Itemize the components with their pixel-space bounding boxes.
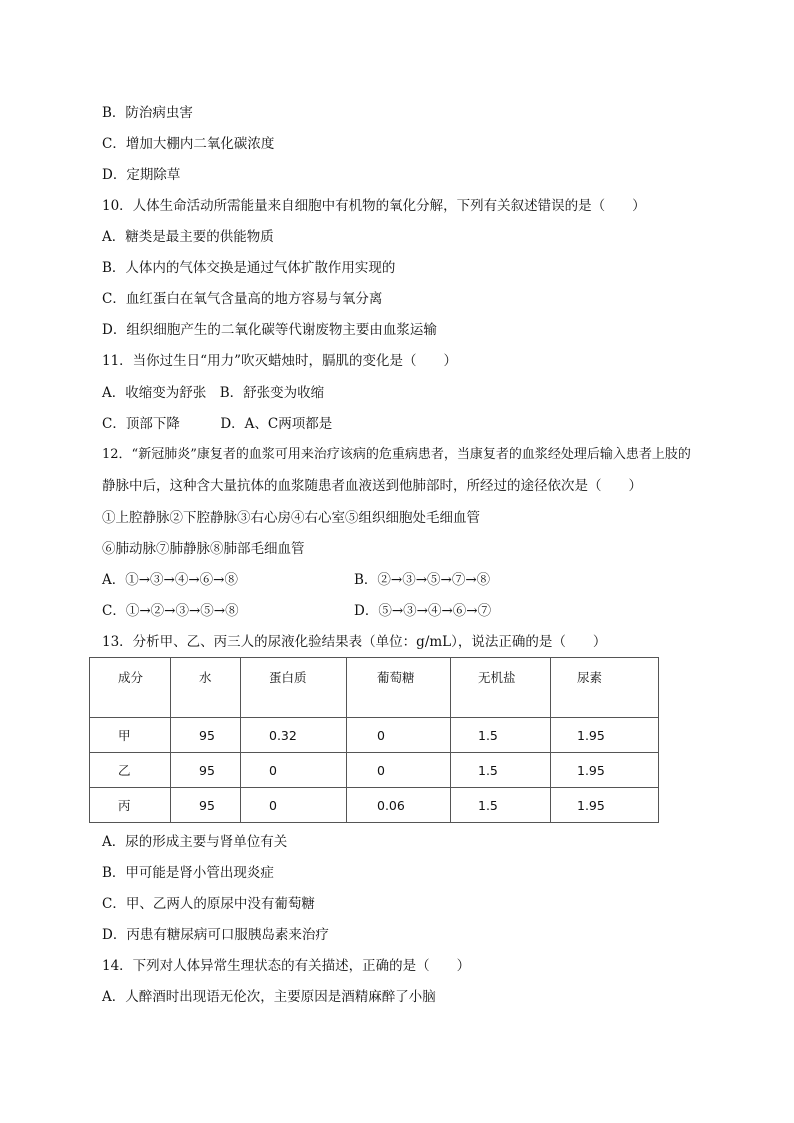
q12-option-a: A．①→③→④→⑥→⑧	[102, 572, 238, 588]
table-row	[90, 718, 659, 753]
table-row	[90, 753, 659, 788]
table-cell: 0	[347, 753, 451, 788]
table-cell: 1.95	[551, 718, 659, 753]
q9-option-d: D．定期除草	[102, 167, 181, 183]
q9-option-c: C．增加大棚内二氧化碳浓度	[102, 136, 275, 152]
urine-test-table	[89, 657, 659, 823]
q10-stem: 10．人体生命活动所需能量来自细胞中有机物的氧化分解，下列有关叙述错误的是（ ）	[102, 198, 646, 214]
q12-items-line1: ①上腔静脉②下腔静脉③右心房④右心室⑤组织细胞处毛细血管	[102, 510, 480, 526]
table-cell: 丙	[90, 788, 171, 823]
table-cell: 95	[171, 788, 241, 823]
q12-stem-line2: 静脉中后，这种含大量抗体的血浆随患者血液送到他肺部时，所经过的途径依次是（ ）	[102, 478, 642, 494]
q14-option-a: A．人醉酒时出现语无伦次，主要原因是酒精麻醉了小脑	[102, 989, 436, 1005]
table-header-cell: 尿素	[551, 658, 659, 718]
q10-option-c: C．血红蛋白在氧气含量高的地方容易与氧分离	[102, 291, 383, 307]
table-cell: 0	[241, 753, 347, 788]
table-header-cell: 蛋白质	[241, 658, 347, 718]
table-cell: 0	[347, 718, 451, 753]
q12-items-line2: ⑥肺动脉⑦肺静脉⑧肺部毛细血管	[102, 541, 305, 557]
table-header-row	[90, 658, 659, 718]
table-header-cell: 成分	[90, 658, 171, 718]
table-cell: 甲	[90, 718, 171, 753]
q13-option-a: A．尿的形成主要与肾单位有关	[102, 834, 288, 850]
q13-stem: 13．分析甲、乙、丙三人的尿液化验结果表（单位：g/mL），说法正确的是（ ）	[102, 634, 607, 650]
table-cell: 95	[171, 718, 241, 753]
q10-option-a: A．糖类是最主要的供能物质	[102, 229, 274, 245]
q11-options-cd: C．顶部下降 D．A、C两项都是	[102, 416, 333, 432]
q13-option-d: D．丙患有糖尿病可口服胰岛素来治疗	[102, 927, 329, 943]
table-cell: 乙	[90, 753, 171, 788]
table-cell: 0.32	[241, 718, 347, 753]
q13-option-b: B．甲可能是肾小管出现炎症	[102, 865, 274, 881]
q14-stem: 14．下列对人体异常生理状态的有关描述，正确的是（ ）	[102, 958, 471, 974]
q9-option-b: B．防治病虫害	[102, 105, 193, 121]
table-cell: 1.5	[451, 718, 551, 753]
q10-option-d: D．组织细胞产生的二氧化碳等代谢废物主要由血浆运输	[102, 322, 437, 338]
table-cell: 1.95	[551, 753, 659, 788]
q12-option-c: C．①→②→③→⑤→⑧	[102, 603, 239, 619]
table-cell: 0	[241, 788, 347, 823]
table-row	[90, 788, 659, 823]
table-header-cell: 水	[171, 658, 241, 718]
table-header-cell: 葡萄糖	[347, 658, 451, 718]
q11-options-ab: A．收缩变为舒张 B．舒张变为收缩	[102, 385, 325, 401]
table-cell: 1.5	[451, 788, 551, 823]
q12-stem-line1: 12．“新冠肺炎”康复者的血浆可用来治疗该病的危重病患者，当康复者的血浆经处理后输入患者上肢的	[102, 447, 691, 462]
q11-stem: 11．当你过生日“用力”吹灭蜡烛时，膈肌的变化是（ ）	[102, 353, 457, 369]
table-cell: 1.5	[451, 753, 551, 788]
q10-option-b: B．人体内的气体交换是通过气体扩散作用实现的	[102, 260, 396, 276]
table-header-cell: 无机盐	[451, 658, 551, 718]
table-cell: 1.95	[551, 788, 659, 823]
q12-option-b: B．②→③→⑤→⑦→⑧	[354, 572, 491, 588]
q13-option-c: C．甲、乙两人的原尿中没有葡萄糖	[102, 896, 315, 912]
table-cell: 0.06	[347, 788, 451, 823]
q12-option-d: D．⑤→③→④→⑥→⑦	[354, 603, 492, 619]
table-cell: 95	[171, 753, 241, 788]
